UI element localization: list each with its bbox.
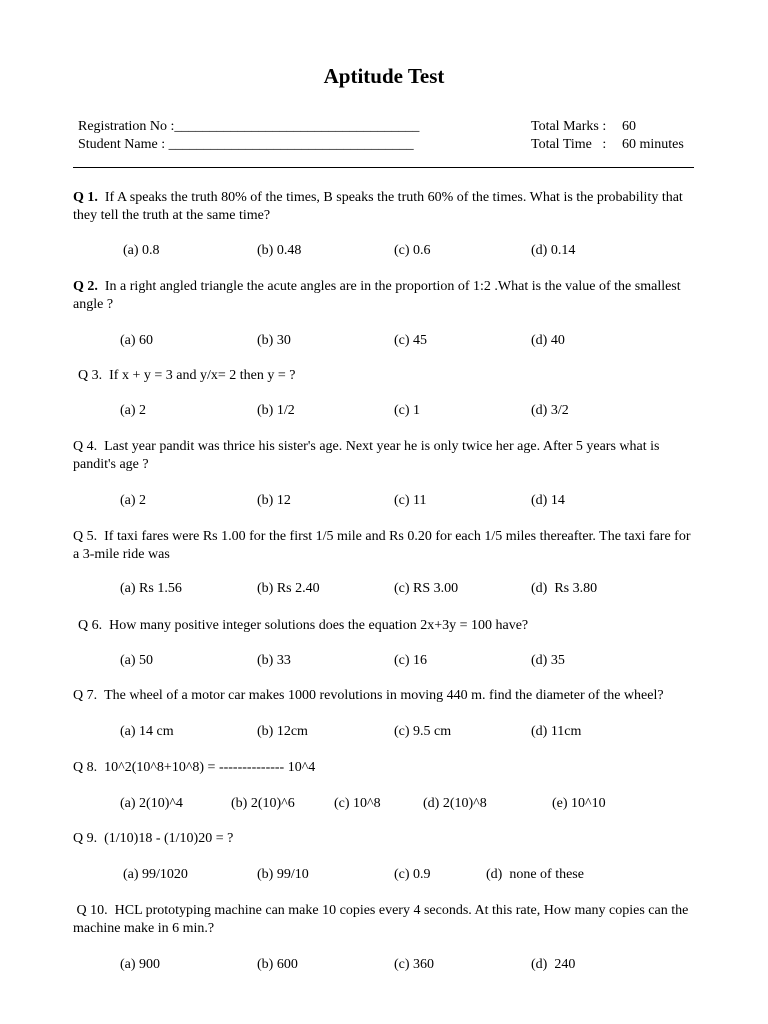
option: (a) 0.8 <box>123 243 160 258</box>
option: (b) Rs 2.40 <box>257 581 320 596</box>
question-10 <box>73 902 698 938</box>
question-2 <box>73 278 698 314</box>
question-number: Q 9. <box>73 831 98 846</box>
option: (c) 10^8 <box>334 796 381 811</box>
option: (a) 2 <box>120 403 147 418</box>
option: (b) 1/2 <box>257 403 295 418</box>
option: (c) 1 <box>394 403 421 418</box>
option: (c) 360 <box>394 957 435 972</box>
question-5 <box>73 528 698 564</box>
option: (a) 2(10)^4 <box>120 796 183 811</box>
question-number: Q 10. <box>76 903 108 918</box>
question-1 <box>73 189 698 225</box>
question-text: Last year pandit was thrice his sister's age. Next year he is only twice her age. After 5 years what is pandit's age ? <box>73 439 660 472</box>
question-4 <box>73 438 698 474</box>
option: (d) 0.14 <box>531 243 576 258</box>
question-8 <box>73 759 698 777</box>
question-number: Q 2. <box>73 279 98 294</box>
option: (a) 99/1020 <box>123 867 188 882</box>
option: (d) 3/2 <box>531 403 569 418</box>
option: (c) 9.5 cm <box>394 724 452 739</box>
option: (b) 33 <box>257 653 291 668</box>
question-text: (1/10)18 - (1/10)20 = ? <box>104 831 234 846</box>
option: (d) 40 <box>531 333 565 348</box>
question-number: Q 1. <box>73 190 98 205</box>
option: (b) 30 <box>257 333 291 348</box>
option: (c) 0.6 <box>394 243 431 258</box>
option: (a) Rs 1.56 <box>120 581 182 596</box>
option: (b) 2(10)^6 <box>231 796 295 811</box>
question-text: If A speaks the truth 80% of the times, B speaks the truth 60% of the times. What is the probability that they tell the truth at the same time? <box>73 190 683 223</box>
question-text: If x + y = 3 and y/x= 2 then y = ? <box>109 368 296 383</box>
question-text: The wheel of a motor car makes 1000 revolutions in moving 440 m. find the diameter of the wheel? <box>104 688 664 703</box>
option: (b) 600 <box>257 957 298 972</box>
question-text: In a right angled triangle the acute angles are in the proportion of 1:2 .What is the value of the smallest angle ? <box>73 279 681 312</box>
option: (d) none of these <box>486 867 584 882</box>
question-text: How many positive integer solutions does the equation 2x+3y = 100 have? <box>109 618 529 633</box>
total-marks-value: 60 <box>622 119 636 134</box>
page-title: Aptitude Test <box>323 64 445 88</box>
option: (d) 14 <box>531 493 565 508</box>
total-marks-label: Total Marks : <box>531 119 607 134</box>
option: (d) 2(10)^8 <box>423 796 487 811</box>
question-text: 10^2(10^8+10^8) = -------------- 10^4 <box>104 760 316 775</box>
option: (a) 14 cm <box>120 724 174 739</box>
question-9 <box>73 830 698 848</box>
option: (c) RS 3.00 <box>394 581 459 596</box>
option: (d) 35 <box>531 653 565 668</box>
question-number: Q 5. <box>73 529 98 544</box>
option: (c) 11 <box>394 493 427 508</box>
option: (a) 60 <box>120 333 154 348</box>
option: (d) Rs 3.80 <box>531 581 598 596</box>
option: (a) 2 <box>120 493 147 508</box>
option: (e) 10^10 <box>552 796 606 811</box>
student-name-field: Student Name : ___________________________________ <box>78 137 414 152</box>
question-text: HCL prototyping machine can make 10 copies every 4 seconds. At this rate, How many copies can the machine make in 6 min.? <box>73 903 689 936</box>
question-number: Q 4. <box>73 439 98 454</box>
option: (b) 12cm <box>257 724 308 739</box>
option: (c) 0.9 <box>394 867 431 882</box>
option: (c) 45 <box>394 333 428 348</box>
option: (b) 0.48 <box>257 243 302 258</box>
option: (b) 99/10 <box>257 867 309 882</box>
option: (c) 16 <box>394 653 428 668</box>
question-3 <box>78 367 703 385</box>
question-text: If taxi fares were Rs 1.00 for the first 1/5 mile and Rs 0.20 for each 1/5 miles thereafter. The taxi fare for a 3-mile ride was <box>73 529 691 562</box>
option: (d) 11cm <box>531 724 582 739</box>
header-divider <box>73 167 694 168</box>
registration-field: Registration No :___________________________________ <box>78 119 420 134</box>
question-number: Q 3. <box>78 368 103 383</box>
option: (b) 12 <box>257 493 291 508</box>
question-number: Q 6. <box>78 618 103 633</box>
question-6 <box>78 617 703 635</box>
total-time-value: 60 minutes <box>622 137 684 152</box>
question-number: Q 8. <box>73 760 98 775</box>
option: (a) 900 <box>120 957 161 972</box>
total-time-label: Total Time : <box>531 137 607 152</box>
option: (d) 240 <box>531 957 576 972</box>
question-number: Q 7. <box>73 688 98 703</box>
option: (a) 50 <box>120 653 154 668</box>
question-7 <box>73 687 698 705</box>
